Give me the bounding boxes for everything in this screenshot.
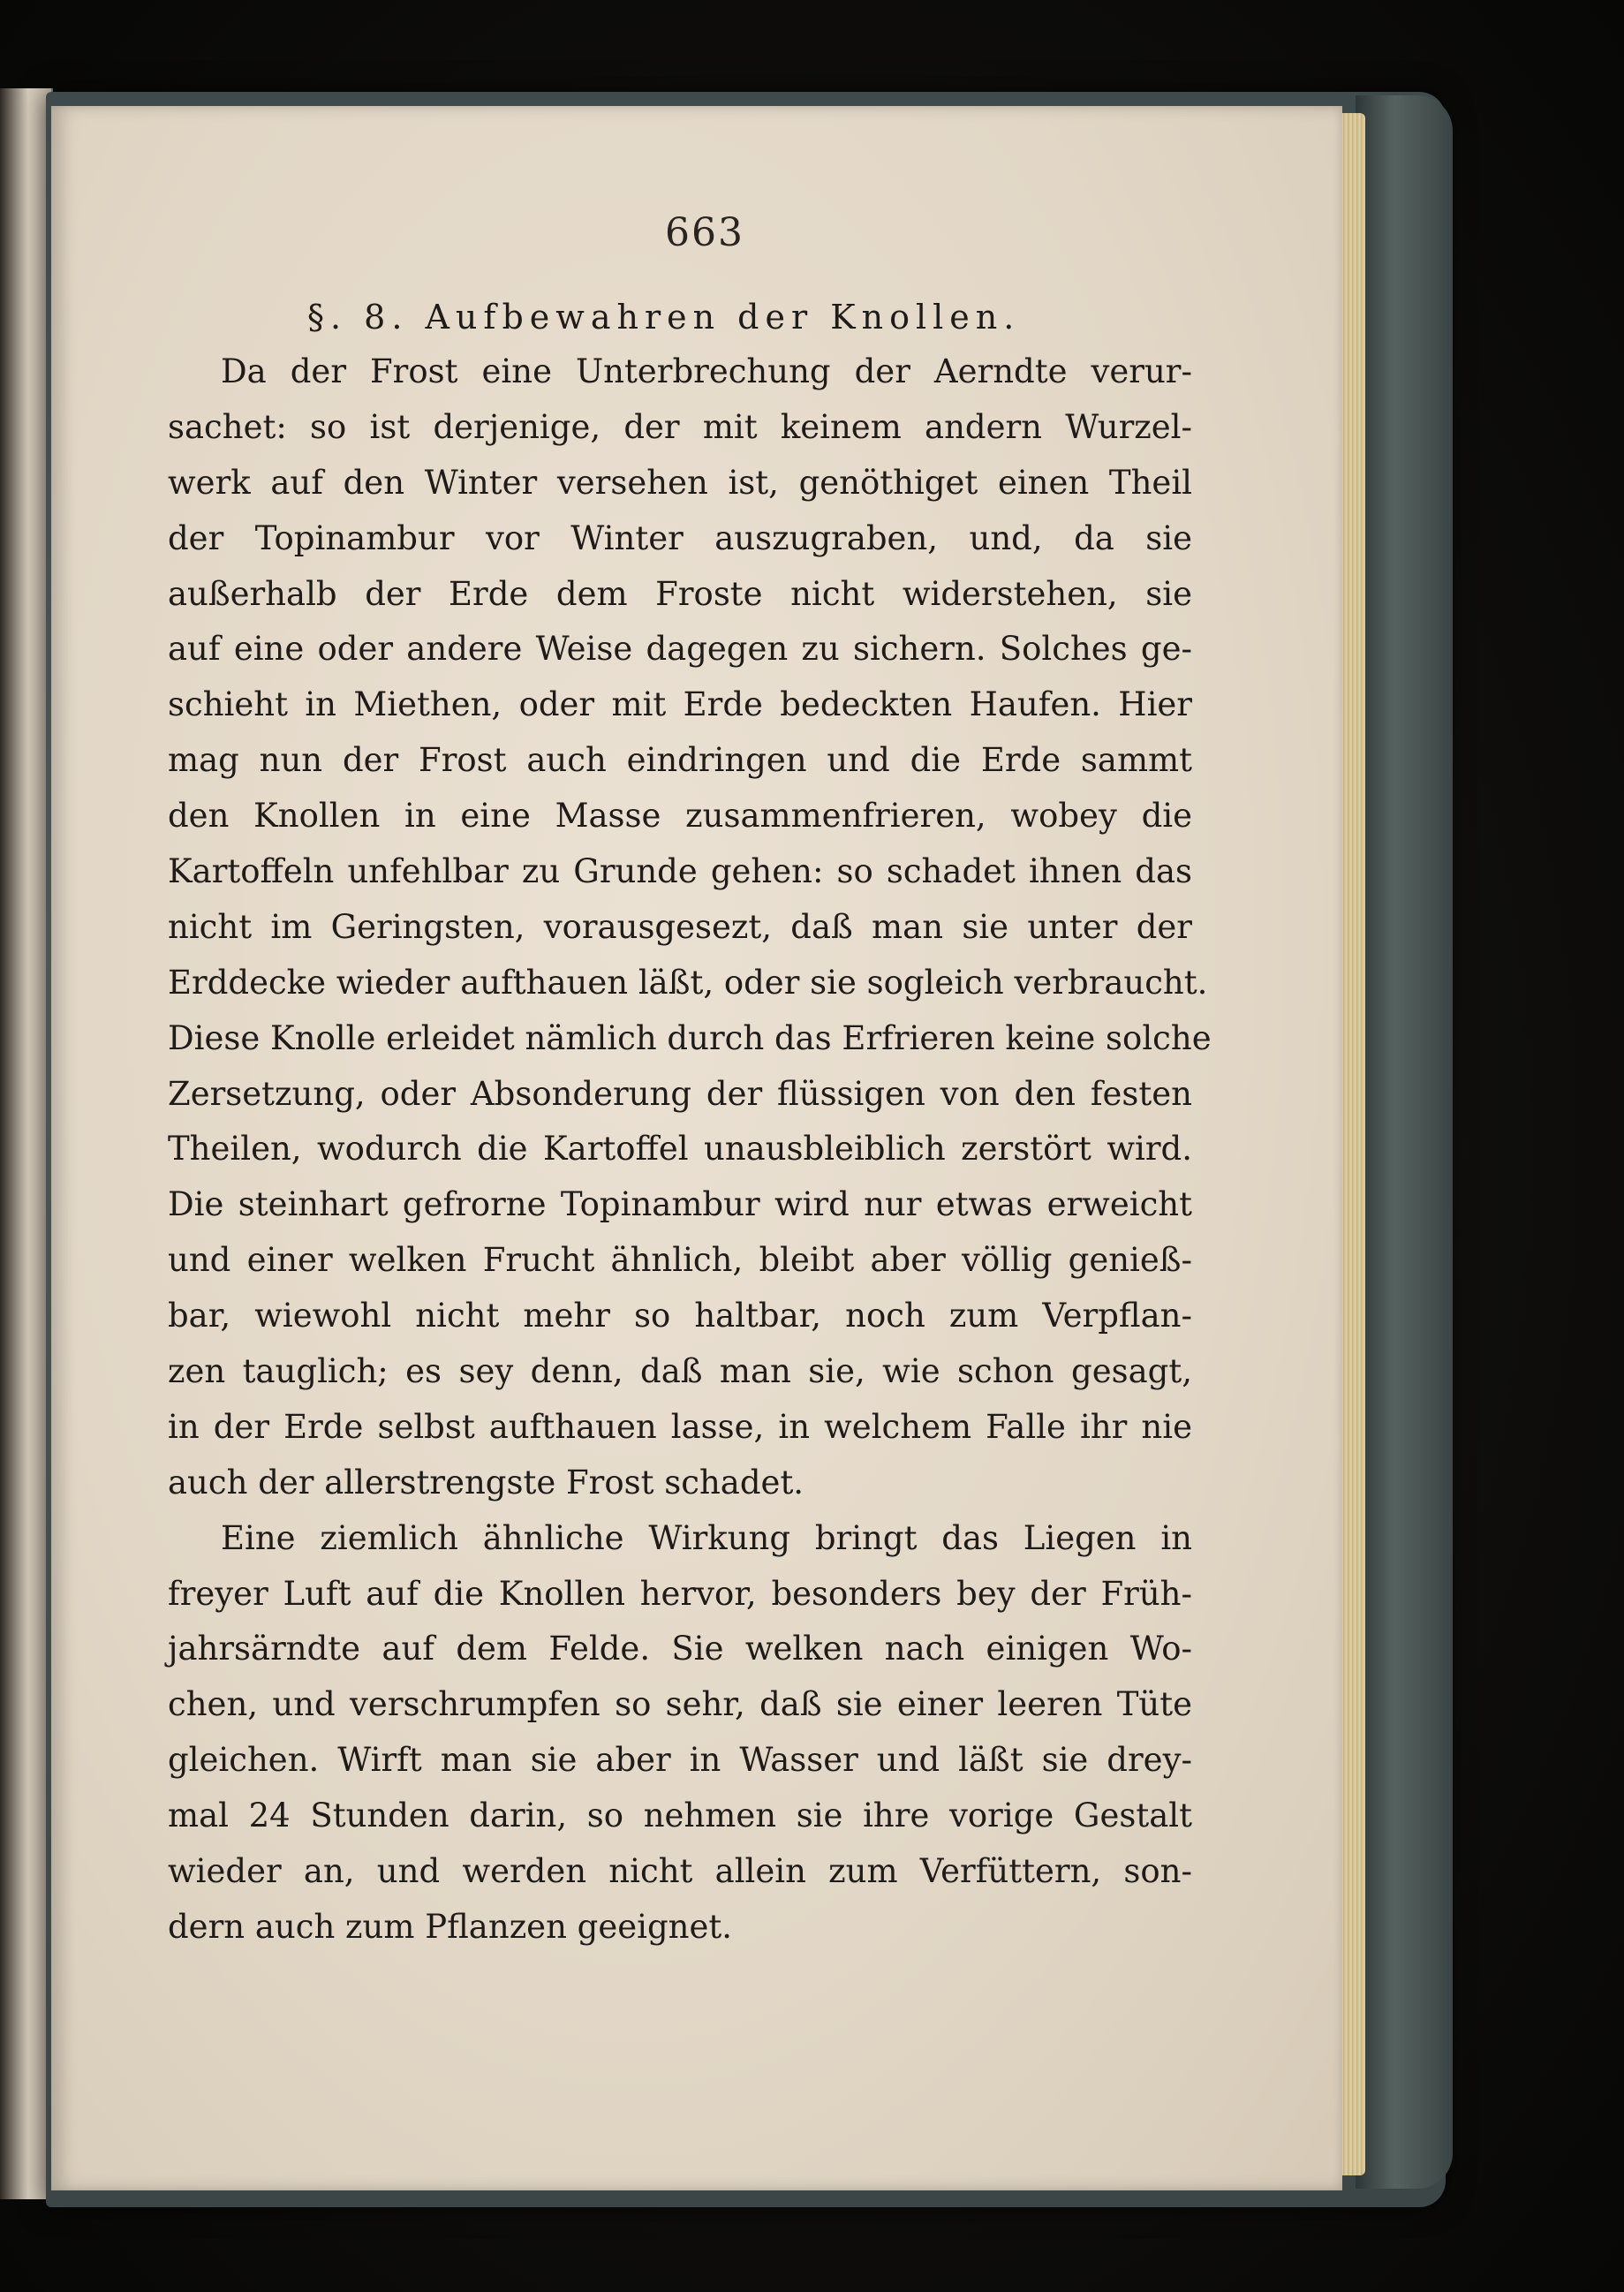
text-line: den Knollen in eine Masse zusammenfrieren, wobey die [168, 797, 1192, 836]
text-line: chen, und verschrumpfen so sehr, daß sie einer leeren Tüte [168, 1685, 1192, 1724]
text-line: freyer Luft auf die Knollen hervor, besonders bey der Früh- [168, 1574, 1192, 1613]
text-line: jahrsärndte auf dem Felde. Sie welken nach einigen Wo- [168, 1630, 1192, 1668]
text-line: schieht in Miethen, oder mit Erde bedeckten Haufen. Hier [168, 685, 1192, 724]
text-line: wieder an, und werden nicht allein zum Verfüttern, son- [168, 1852, 1192, 1891]
page-text-block [168, 290, 1212, 1955]
text-line: mag nun der Frost auch eindringen und die Erde sammt [168, 741, 1192, 780]
text-line: der Topinambur vor Winter auszugraben, und, da sie [168, 518, 1192, 557]
section-heading: §. 8. Aufbewahren der Knollen. [307, 298, 1021, 337]
text-line: dern auch zum Pflanzen geeignet. [168, 1907, 733, 1946]
text-line: Da der Frost eine Unterbrechung der Aerndte verur- [221, 352, 1192, 390]
text-line: nicht im Geringsten, vorausgesezt, daß man sie unter der [168, 907, 1192, 946]
text-line: Zersetzung, oder Absonderung der flüssigen von den festen [168, 1074, 1192, 1113]
text-line: werk auf den Winter versehen ist, genöthiget einen Theil [168, 463, 1192, 502]
text-line: auf eine oder andere Weise dagegen zu sichern. Solches ge- [168, 630, 1192, 669]
text-line: Erddecke wieder aufthauen läßt, oder sie sogleich verbraucht. [168, 963, 1208, 1002]
book-page [51, 106, 1342, 2190]
text-line: Eine ziemlich ähnliche Wirkung bringt das Liegen in [221, 1518, 1192, 1557]
text-line: außerhalb der Erde dem Froste nicht widerstehen, sie [168, 574, 1192, 613]
paragraph-1 [168, 344, 1212, 1511]
text-line: gleichen. Wirft man sie aber in Wasser und läßt sie drey- [168, 1741, 1192, 1780]
text-line: Die steinhart gefrorne Topinambur wird nur etwas erweicht [168, 1185, 1192, 1224]
text-line: mal 24 Stunden darin, so nehmen sie ihre vorige Gestalt [168, 1797, 1192, 1835]
text-line: zen tauglich; es sey denn, daß man sie, wie schon gesagt, [168, 1352, 1192, 1391]
left-facing-page-edge [0, 88, 53, 2199]
text-line: Diese Knolle erleidet nämlich durch das Erfrieren keine solche [168, 1018, 1212, 1057]
page-number: 663 [665, 210, 744, 255]
book-cover-edge [1356, 95, 1453, 2189]
paragraph-2 [168, 1511, 1192, 1955]
text-line: Theilen, wodurch die Kartoffel unausbleiblich zerstört wird. [168, 1130, 1192, 1169]
text-line: in der Erde selbst aufthauen lasse, in welchem Falle ihr nie [168, 1407, 1192, 1446]
text-line: Kartoffeln unfehlbar zu Grunde gehen: so schadet ihnen das [168, 852, 1192, 891]
text-line: sachet: so ist derjenige, der mit keinem andern Wurzel- [168, 407, 1192, 446]
text-line: und einer welken Frucht ähnlich, bleibt aber völlig genieß- [168, 1241, 1192, 1280]
text-line: bar, wiewohl nicht mehr so haltbar, noch zum Verpflan- [168, 1297, 1192, 1335]
text-line: auch der allerstrengste Frost schadet. [168, 1463, 804, 1502]
